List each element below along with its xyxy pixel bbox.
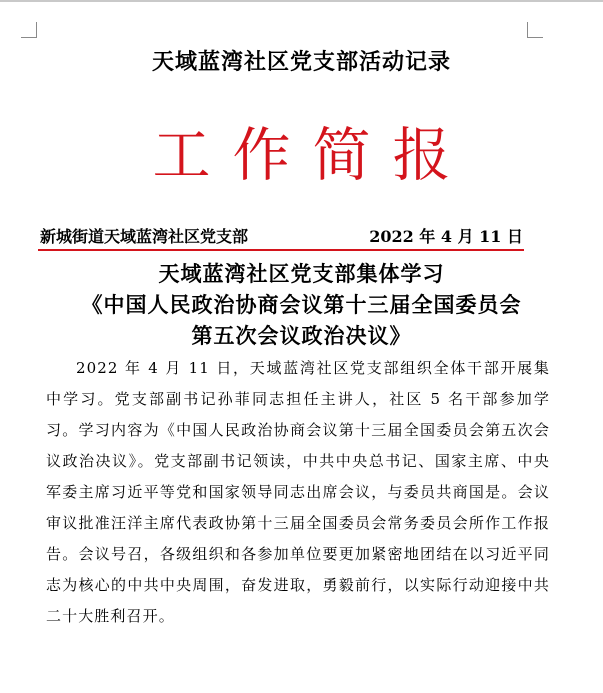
report-title: 工作简报	[152, 121, 473, 189]
article-title-line-3: 第五次会议政治决议》	[191, 323, 412, 348]
body-paragraph: 2022 年 4 月 11 日，天域蓝湾社区党支部组织全体干部开展集中学习。党支部副书记孙菲同志担任主讲人，社区 5 名干部参加学习。学习内容为《中国人民政治协商会议第十三届全国委员会第五次会议政治决议》。党支部副书记领读，中共中央总书记、国家主席、中央军委主席习近平等党和国家领导同志出席会议，与委员共商国是。会议审议批准汪洋主席代表政协第十三届全国委员会常务委员会所作工作报告。会议号召，各级组织和各参加单位要更加紧密地团结在以习近平同志为核心的中共中央周围，奋发进取，勇毅前行，以实际行动迎接中共二十大胜利召开。	[46, 359, 550, 625]
report-date: 2022 年 4 月 11 日	[369, 227, 523, 246]
department-name: 新城街道天域蓝湾社区党支部	[40, 227, 249, 246]
crop-mark-top-left	[21, 22, 37, 38]
article-title-line-1: 天域蓝湾社区党支部集体学习	[158, 261, 445, 286]
crop-mark-top-right	[527, 22, 543, 38]
header-title: 天域蓝湾社区党支部活动记录	[151, 49, 451, 75]
page-top-edge	[0, 0, 603, 2]
article-title-line-2: 《中国人民政治协商会议第十三届全国委员会	[81, 292, 522, 317]
red-divider-line	[38, 249, 524, 251]
